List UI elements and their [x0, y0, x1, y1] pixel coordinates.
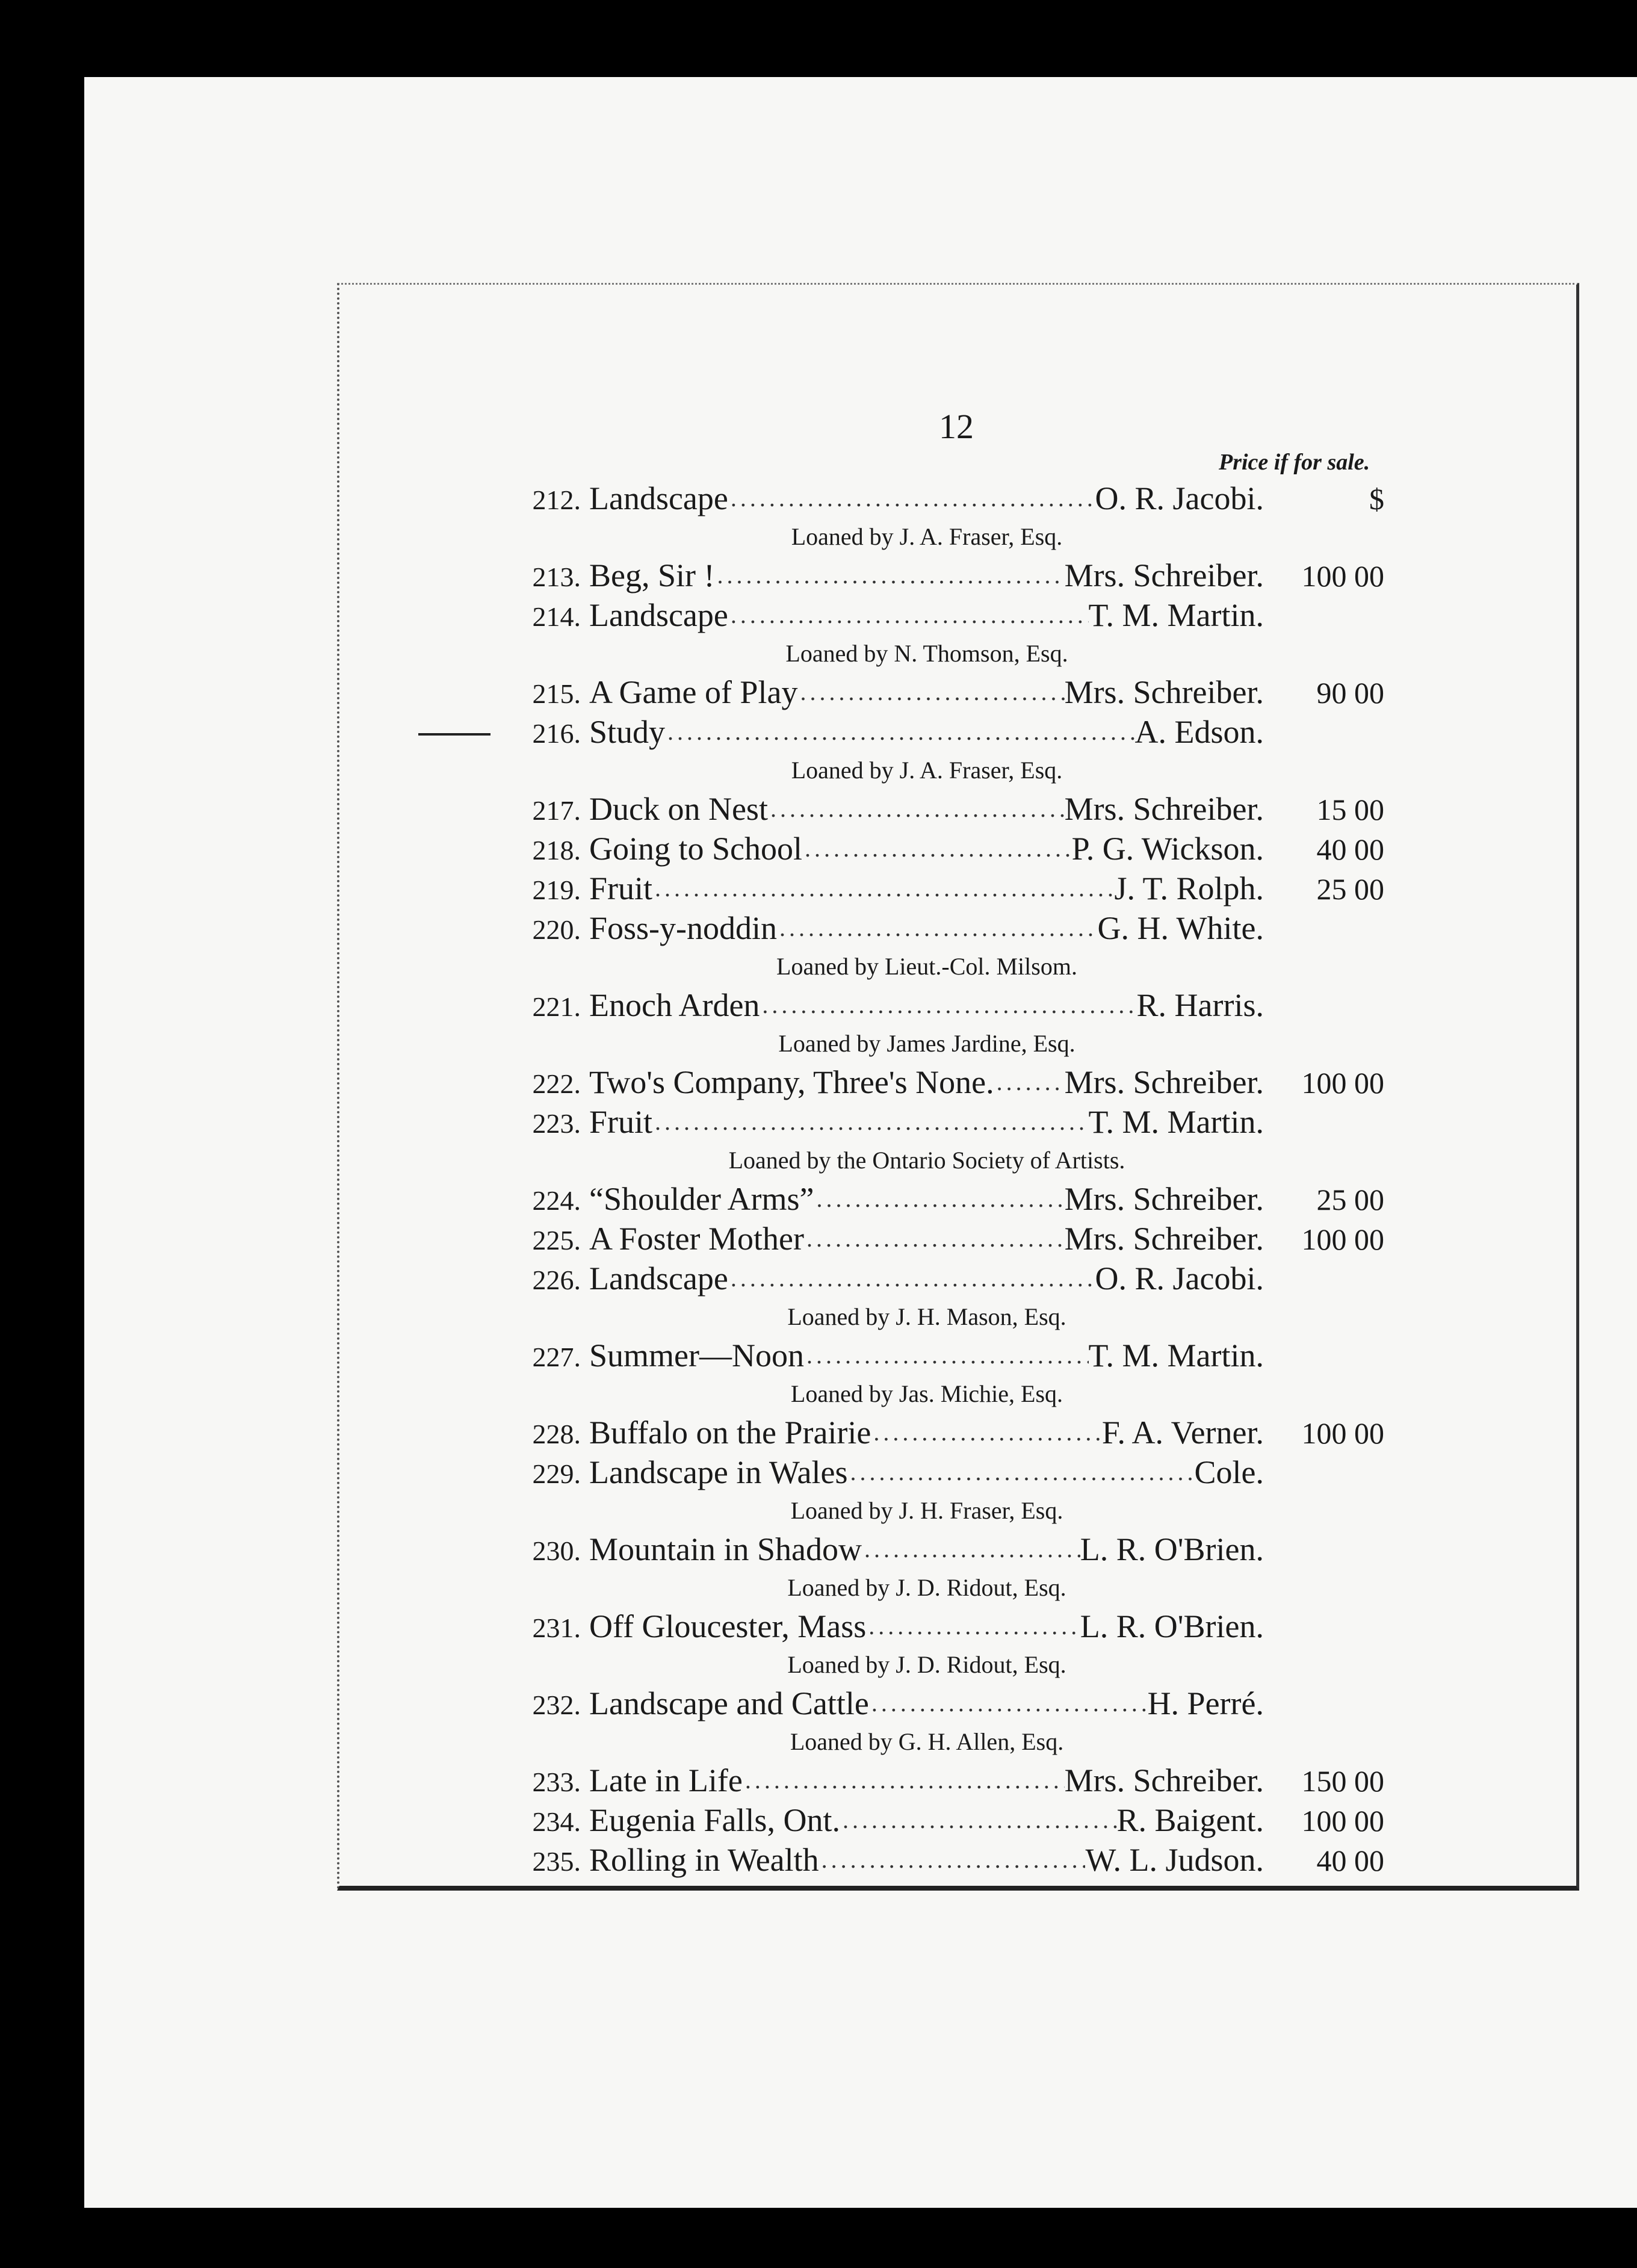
entry-price: 100 00 — [1301, 1416, 1384, 1450]
entry-title: Duck on Nest — [589, 791, 768, 827]
entry-price: 100 00 — [1301, 1222, 1384, 1256]
entry-title: Two's Company, Three's None. — [589, 1064, 994, 1100]
entry-artist: R. Baigent. — [1116, 1802, 1264, 1838]
entry-title: Fruit — [589, 1104, 653, 1140]
entry-title: “Shoulder Arms” — [589, 1181, 814, 1217]
catalogue-entry — [518, 829, 1384, 869]
entry-leader — [589, 1219, 1264, 1259]
catalogue-entry — [518, 1062, 1384, 1102]
entry-title: Mountain in Shadow — [589, 1531, 862, 1567]
dot-leader — [814, 1179, 1064, 1219]
loan-credit: Loaned by Lieut.-Col. Milsom. — [776, 953, 1077, 980]
entry-price: 150 00 — [1301, 1764, 1384, 1798]
entry-leader — [589, 479, 1264, 518]
entry-title: Landscape and Cattle — [589, 1685, 869, 1721]
dot-leader — [862, 1529, 1080, 1569]
entry-price: 25 00 — [1316, 1183, 1384, 1216]
dot-leader — [777, 908, 1098, 948]
catalogue-entry — [518, 479, 1384, 518]
entry-leader — [589, 789, 1264, 829]
entry-number: 228. — [532, 1419, 581, 1449]
entry-artist: O. R. Jacobi. — [1095, 1260, 1264, 1297]
dot-leader — [869, 1684, 1148, 1723]
loan-credit: Loaned by J. D. Ridout, Esq. — [787, 1651, 1066, 1678]
entry-leader — [589, 595, 1264, 635]
entry-leader — [589, 1259, 1264, 1298]
loan-credit: Loaned by the Ontario Society of Artists. — [728, 1147, 1125, 1174]
entry-number: 213. — [532, 562, 581, 592]
dot-leader — [760, 985, 1136, 1025]
catalogue-entry — [518, 1219, 1384, 1259]
price-column-header: Price if for sale. — [1219, 450, 1370, 475]
entry-title: Landscape in Wales — [589, 1454, 848, 1490]
entry-leader — [589, 1102, 1264, 1142]
entry-artist: J. T. Rolph. — [1114, 870, 1264, 906]
entry-title: Rolling in Wealth — [589, 1842, 819, 1878]
entry-artist: F. A. Verner. — [1101, 1414, 1264, 1451]
entry-number: 217. — [532, 795, 581, 826]
catalogue-entry — [518, 1684, 1384, 1723]
entry-artist: W. L. Judson. — [1085, 1842, 1264, 1878]
entry-number: 233. — [532, 1767, 581, 1797]
entry-artist: Mrs. Schreiber. — [1064, 1064, 1264, 1100]
dot-leader — [871, 1413, 1101, 1452]
catalogue-entries — [518, 479, 1384, 1880]
loan-credit: Loaned by J. H. Mason, Esq. — [787, 1303, 1066, 1330]
catalogue-entry — [518, 1179, 1384, 1219]
entry-title: A Foster Mother — [589, 1221, 804, 1257]
entry-artist: T. M. Martin. — [1088, 597, 1264, 633]
entry-title: Late in Life — [589, 1762, 743, 1799]
catalogue-entry — [518, 1840, 1384, 1880]
catalogue-entry — [518, 1102, 1384, 1142]
entry-title: Summer—Noon — [589, 1337, 804, 1374]
catalogue-entry — [518, 908, 1384, 948]
entry-artist: T. M. Martin. — [1088, 1337, 1264, 1374]
entry-title: Enoch Arden — [589, 987, 760, 1023]
entry-leader — [589, 712, 1264, 752]
catalogue-entry — [518, 1606, 1384, 1646]
entry-artist: Mrs. Schreiber. — [1064, 791, 1264, 827]
entry-number: 231. — [532, 1613, 581, 1643]
entry-number: 235. — [532, 1846, 581, 1877]
dot-leader — [804, 1336, 1089, 1375]
entry-artist: Mrs. Schreiber. — [1064, 557, 1264, 593]
dot-leader — [665, 712, 1134, 752]
entry-number: 222. — [532, 1068, 581, 1099]
entry-leader — [589, 1336, 1264, 1375]
entry-number: 220. — [532, 914, 581, 945]
dot-leader — [994, 1062, 1065, 1102]
entry-number: 225. — [532, 1225, 581, 1256]
catalogue-entry — [518, 556, 1384, 595]
entry-number: 219. — [532, 875, 581, 905]
catalogue-entry — [518, 595, 1384, 635]
entry-leader — [589, 985, 1264, 1025]
entry-number: 216. — [532, 718, 581, 749]
catalogue-entry — [518, 672, 1384, 712]
entry-title: Buffalo on the Prairie — [589, 1414, 871, 1451]
entry-leader — [589, 1529, 1264, 1569]
entry-number: 223. — [532, 1108, 581, 1139]
entry-leader — [589, 908, 1264, 948]
dot-leader — [819, 1840, 1086, 1880]
loan-credit: Loaned by James Jardine, Esq. — [778, 1030, 1075, 1057]
catalogue-entry — [518, 1761, 1384, 1800]
entry-price: 90 00 — [1316, 676, 1384, 710]
dot-leader — [652, 1102, 1089, 1142]
entry-price: 100 00 — [1301, 1066, 1384, 1100]
entry-leader — [589, 869, 1264, 908]
catalogue-entry — [518, 789, 1384, 829]
entry-price: 100 00 — [1301, 559, 1384, 593]
entry-leader — [589, 1413, 1264, 1452]
entry-leader — [589, 1761, 1264, 1800]
entry-artist: Mrs. Schreiber. — [1064, 1762, 1264, 1799]
entry-title: Foss-y-noddin — [589, 910, 778, 946]
entry-leader — [589, 556, 1264, 595]
catalogue-entry — [518, 1800, 1384, 1840]
entry-title: Fruit — [589, 870, 653, 906]
entry-leader — [589, 1840, 1264, 1880]
entry-leader — [589, 1452, 1264, 1492]
entry-title: A Game of Play — [589, 674, 798, 710]
entry-title: Landscape — [589, 597, 728, 633]
dot-leader — [728, 1259, 1095, 1298]
entry-number: 212. — [532, 485, 581, 515]
dot-leader — [848, 1452, 1195, 1492]
dot-leader — [840, 1800, 1117, 1840]
catalogue-entry — [518, 1529, 1384, 1569]
entry-title: Eugenia Falls, Ont. — [589, 1802, 840, 1838]
entry-leader — [589, 672, 1264, 712]
entry-artist: L. R. O'Brien. — [1080, 1608, 1264, 1644]
entry-artist: T. M. Martin. — [1088, 1104, 1264, 1140]
dot-leader — [652, 869, 1114, 908]
entry-leader — [589, 1062, 1264, 1102]
page-number: 12 — [939, 407, 974, 446]
loan-credit: Loaned by J. A. Fraser, Esq. — [791, 523, 1063, 550]
entry-title: Going to School — [589, 831, 803, 867]
dot-leader — [743, 1761, 1065, 1800]
entry-title: Landscape — [589, 1260, 728, 1297]
loan-credit: Loaned by J. A. Fraser, Esq. — [791, 757, 1063, 784]
entry-artist: L. R. O'Brien. — [1080, 1531, 1264, 1567]
entry-number: 215. — [532, 678, 581, 709]
entry-price: 100 00 — [1301, 1804, 1384, 1838]
entry-number: 214. — [532, 601, 581, 632]
dot-leader — [715, 556, 1065, 595]
margin-mark — [418, 733, 490, 736]
entry-artist: Cole. — [1194, 1454, 1264, 1490]
dot-leader — [728, 595, 1089, 635]
entry-title: Off Gloucester, Mass — [589, 1608, 867, 1644]
entry-artist: Mrs. Schreiber. — [1064, 1181, 1264, 1217]
entry-number: 226. — [532, 1265, 581, 1295]
entry-artist: H. Perré. — [1147, 1685, 1264, 1721]
entry-title: Study — [589, 714, 666, 750]
entry-price: 15 00 — [1316, 793, 1384, 826]
entry-number: 218. — [532, 835, 581, 866]
loan-credit: Loaned by Jas. Michie, Esq. — [790, 1380, 1063, 1407]
entry-title: Landscape — [589, 480, 728, 516]
entry-title: Beg, Sir ! — [589, 557, 715, 593]
entry-price: 40 00 — [1316, 1844, 1384, 1877]
entry-artist: R. Harris. — [1136, 987, 1264, 1023]
loan-credit: Loaned by N. Thomson, Esq. — [785, 640, 1068, 667]
catalogue-entry — [518, 869, 1384, 908]
entry-number: 224. — [532, 1185, 581, 1216]
catalogue-entry — [518, 985, 1384, 1025]
entry-leader — [589, 1606, 1264, 1646]
entry-number: 232. — [532, 1690, 581, 1720]
entry-price: 25 00 — [1316, 872, 1384, 906]
entry-artist: A. Edson. — [1134, 714, 1264, 750]
entry-artist: Mrs. Schreiber. — [1064, 1221, 1264, 1257]
entry-artist: O. R. Jacobi. — [1095, 480, 1264, 516]
entry-price: $ — [1369, 482, 1384, 516]
catalogue-entry — [518, 712, 1384, 752]
dot-leader — [804, 1219, 1065, 1259]
entry-leader — [589, 1684, 1264, 1723]
dot-leader — [866, 1606, 1080, 1646]
entry-leader — [589, 829, 1264, 869]
entry-number: 230. — [532, 1535, 581, 1566]
catalogue-entry — [518, 1336, 1384, 1375]
catalogue-entry — [518, 1413, 1384, 1452]
entry-number: 221. — [532, 991, 581, 1022]
loan-credit: Loaned by J. H. Fraser, Esq. — [790, 1497, 1063, 1524]
entry-artist: G. H. White. — [1097, 910, 1264, 946]
entry-number: 227. — [532, 1342, 581, 1372]
dot-leader — [797, 672, 1064, 712]
dot-leader — [802, 829, 1072, 869]
entry-number: 229. — [532, 1458, 581, 1489]
loan-credit: Loaned by J. D. Ridout, Esq. — [787, 1574, 1066, 1601]
entry-number: 234. — [532, 1806, 581, 1837]
loan-credit: Loaned by G. H. Allen, Esq. — [790, 1728, 1064, 1755]
entry-artist: P. G. Wickson. — [1071, 831, 1264, 867]
entry-artist: Mrs. Schreiber. — [1064, 674, 1264, 710]
catalogue-entry — [518, 1452, 1384, 1492]
entry-price: 40 00 — [1316, 832, 1384, 866]
dot-leader — [768, 789, 1065, 829]
entry-leader — [589, 1800, 1264, 1840]
entry-leader — [589, 1179, 1264, 1219]
dot-leader — [728, 479, 1095, 518]
catalogue-entry — [518, 1259, 1384, 1298]
